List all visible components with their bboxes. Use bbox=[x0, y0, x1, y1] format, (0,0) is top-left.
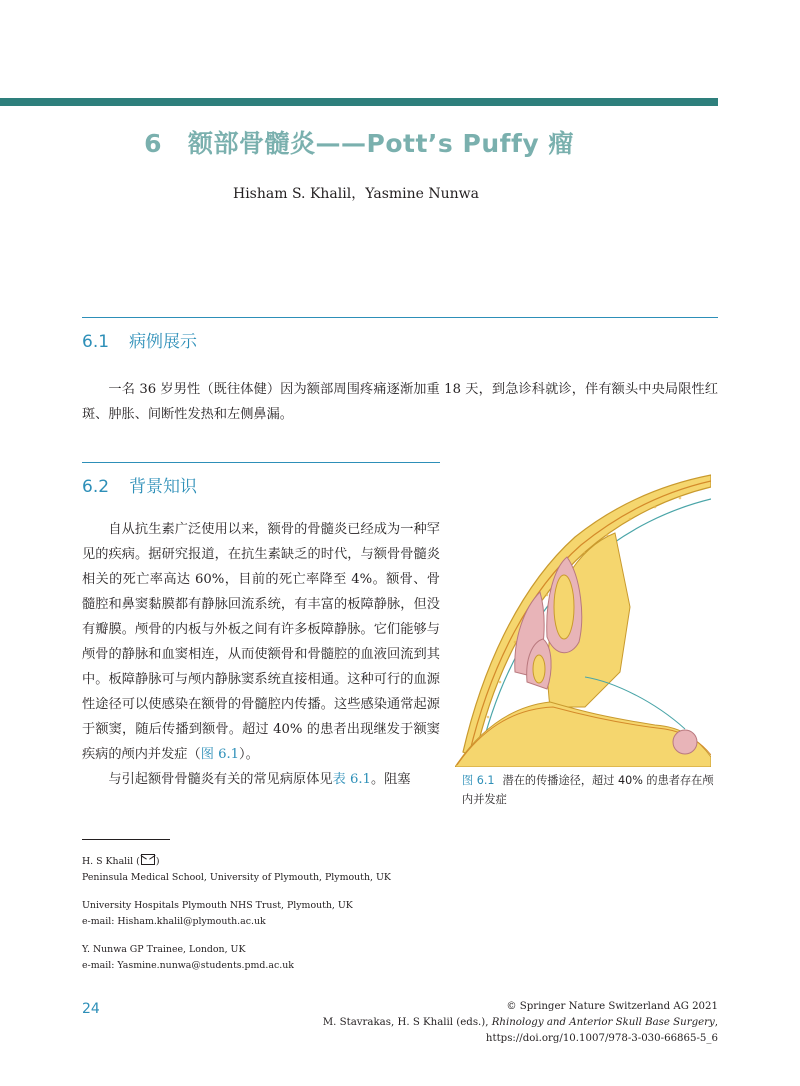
section-6-1-heading bbox=[82, 327, 197, 352]
section-6-1-rule bbox=[82, 317, 718, 318]
case-presentation-paragraph: 一名 36 岁男性（既往体健）因为额部周围疼痛逐渐加重 18 天，到急诊科就诊，伴有额头中央局限性红斑、肿胀、间断性发热和左侧鼻漏。 bbox=[82, 382, 718, 422]
paragraph-text-end: ）。 bbox=[239, 747, 259, 762]
footnote-email-1[interactable]: e-mail: Hisham.khalil@plymouth.ac.uk bbox=[82, 916, 266, 927]
vessel-cross-section bbox=[673, 730, 697, 754]
footnote-affiliation-2: University Hospitals Plymouth NHS Trust, Plymouth, UK bbox=[82, 900, 353, 911]
section-title: 背景知识 bbox=[129, 477, 198, 497]
figure-label: 图 6.1 bbox=[462, 774, 495, 787]
section-6-2-rule bbox=[82, 462, 440, 463]
footnote-author-2: Y. Nunwa GP Trainee, London, UK bbox=[82, 944, 246, 955]
paragraph-text: 自从抗生素广泛使用以来，额骨的骨髓炎已经成为一种罕见的疾病。据研究报道，在抗生素缺乏的时代，与额骨骨髓炎相关的死亡率高达 60%，目前的死亡率降至 4%。额骨、骨髓腔和鼻窦黏膜都有静脉回流系统，有丰富的板障静脉，但没有瓣膜。颅骨的内板与外板之间有许多板障静脉。它们能够与颅骨的静脉和血窦相连，从而使额骨和骨髓腔的血液回流到其中。板障静脉可与颅内静脉窦系统直接相通。这种可行的血源性途径可以使感染在额骨的骨髓腔内传播。这些感染通常起源于额窦，随后传播到额骨。超过 40% 的患者出现继发于额窦疾病的颅内并发症（ bbox=[82, 522, 440, 762]
chapter-authors: Hisham S. Khalil，Yasmine Nunwa bbox=[233, 186, 480, 202]
citation-editors: M. Stavrakas, H. S Khalil (eds.), bbox=[322, 1017, 492, 1028]
background-text bbox=[82, 517, 440, 792]
footnote-author-1 bbox=[82, 854, 391, 870]
page-number: 24 bbox=[82, 1001, 100, 1017]
lower-yellow-core bbox=[533, 655, 545, 683]
copyright-line: © Springer Nature Switzerland AG 2021 bbox=[506, 1001, 718, 1012]
figure-6-1-caption bbox=[462, 771, 724, 809]
paragraph-text: 与引起额骨骨髓炎有关的常见病原体见 bbox=[108, 772, 333, 787]
section-6-2-heading bbox=[82, 472, 197, 497]
author-1-name-end: ) bbox=[155, 856, 160, 867]
chapter-top-rule bbox=[0, 98, 718, 106]
background-paragraph-2 bbox=[82, 767, 440, 792]
paragraph-text-end: 。阻塞 bbox=[370, 772, 411, 787]
publisher-info bbox=[323, 999, 718, 1047]
section-number: 6.2 bbox=[82, 477, 110, 497]
author-1-name: H. S Khalil ( bbox=[82, 856, 140, 867]
footnote-email-2[interactable]: e-mail: Yasmine.nunwa@students.pmd.ac.uk bbox=[82, 960, 294, 971]
figure-reference-link[interactable]: 图 6.1 bbox=[200, 747, 240, 762]
doi-link[interactable]: https://doi.org/10.1007/978-3-030-66865-5_6 bbox=[485, 1033, 718, 1044]
chapter-number: 6 bbox=[144, 129, 163, 158]
author-footnotes bbox=[82, 854, 391, 974]
background-paragraph-1 bbox=[82, 517, 440, 767]
envelope-icon bbox=[141, 854, 155, 865]
section-number: 6.1 bbox=[82, 332, 110, 352]
table-reference-link[interactable]: 表 6.1 bbox=[332, 772, 371, 787]
section-title: 病例展示 bbox=[129, 332, 198, 352]
chapter-title bbox=[0, 124, 718, 160]
figure-caption-text: 潜在的传播途径，超过 40% 的患者存在颅内并发症 bbox=[462, 774, 714, 806]
citation-suffix: , bbox=[714, 1017, 718, 1028]
sinus-yellow-core bbox=[554, 575, 574, 639]
figure-6-1-illustration bbox=[455, 467, 711, 767]
footnote-rule bbox=[82, 839, 170, 840]
book-title: Rhinology and Anterior Skull Base Surgery bbox=[491, 1017, 715, 1028]
chapter-title-text: 额部骨髓炎——Pott’s Puffy 瘤 bbox=[188, 129, 574, 158]
footnote-affiliation-1: Peninsula Medical School, University of Plymouth, Plymouth, UK bbox=[82, 872, 391, 883]
citation-line bbox=[323, 1015, 718, 1031]
